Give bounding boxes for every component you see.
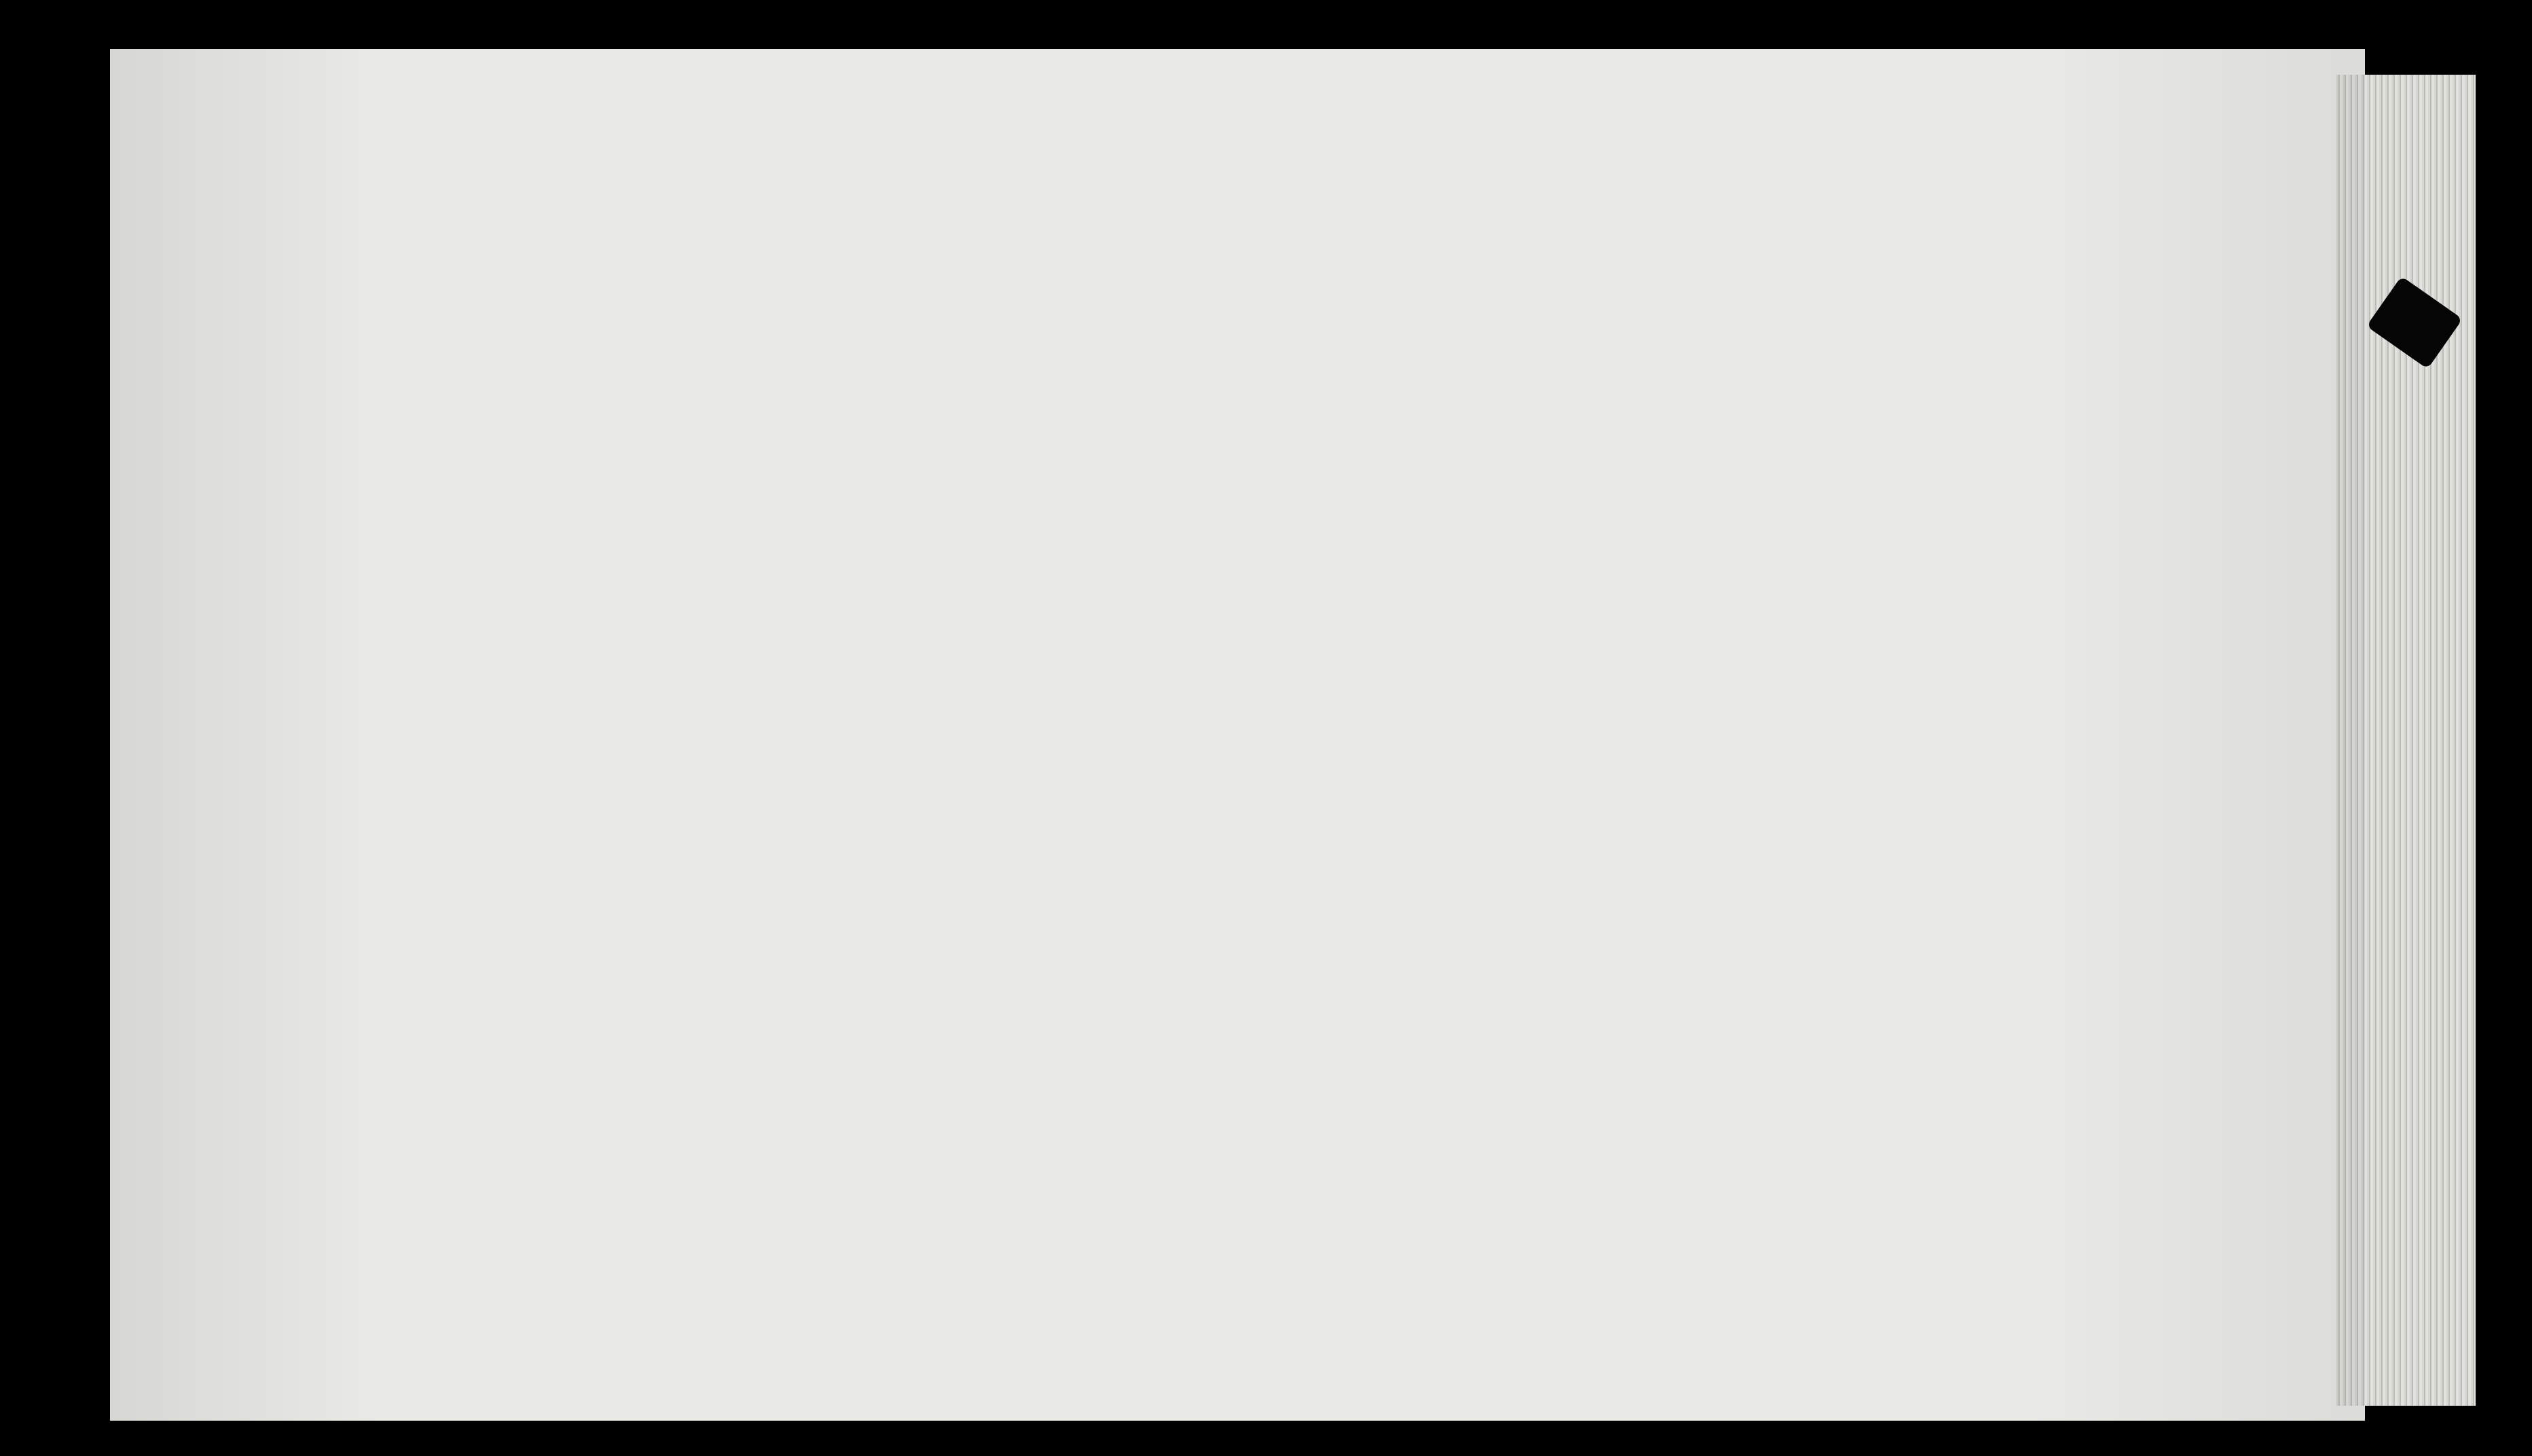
census-card [110,49,2365,1421]
card-stack-edge [2336,75,2476,1406]
